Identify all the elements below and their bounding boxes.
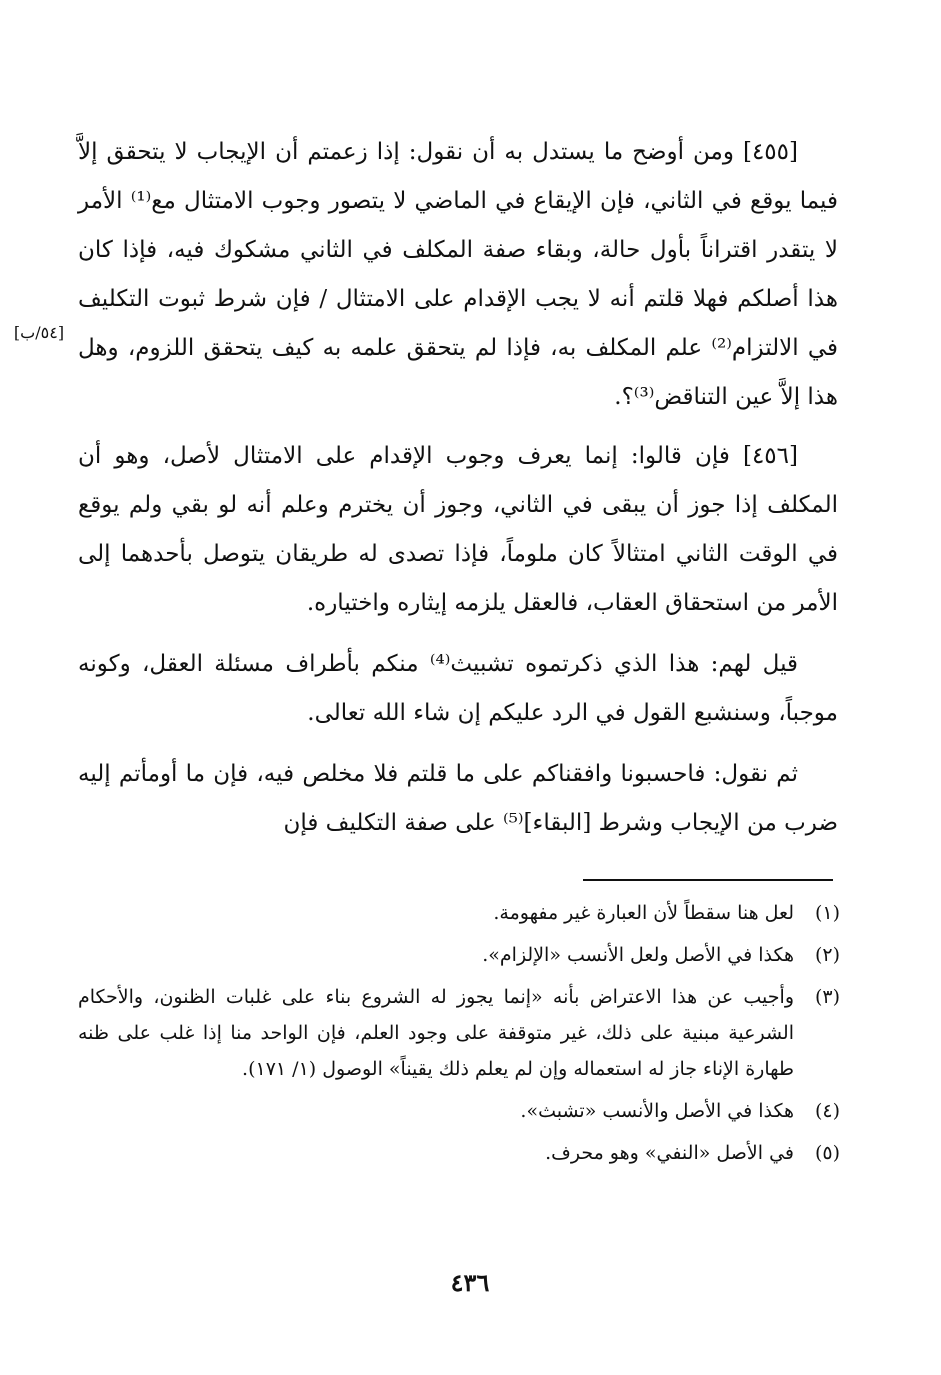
footnote-text: في الأصل «النفي» وهو محرف. (545, 1142, 794, 1164)
paragraph-reply: قيل لهم: هذا الذي ذكرتموه تشبيث⁽⁴⁾ منكم بأطراف مسئلة العقل، وكونه موجباً، وسنشبع القول في الرد عليكم إن شاء الله تعالى. (78, 651, 838, 726)
footnote-divider (583, 879, 833, 881)
footnote-number: (١) (814, 902, 840, 924)
footnote-text: هكذا في الأصل والأنسب «تشبث». (520, 1100, 794, 1122)
paragraph-455: [٤٥٥] ومن أوضح ما يستدل به أن نقول: إذا زعمتم أن الإيجاب لا يتحقق إلاَّ فيما يوقع في الثاني، فإن الإيقاع في الماضي لا يتصور وجوب الامتثال مع⁽¹⁾ الأمر لا يتقدر اقتراناً بأول حالة، وبقاء صفة المكلف في الثاني مشكوك فيه، فإذا كان هذا أصلكم فهلا قلتم أنه لا يجب الإقدام على الامتثال / فإن شرط ثبوت التكليف في الالتزام⁽²⁾ علم المكلف به، فإذا لم يتحقق علمه به كيف يتحقق اللزوم، وهل هذا إلاَّ عين التناقض⁽³⁾؟. (78, 139, 838, 410)
footnote-number: (٢) (814, 944, 840, 966)
footnote-number: (٣) (814, 986, 840, 1008)
footnote-number: (٥) (814, 1142, 840, 1164)
page-number: ٤٣٦ (450, 1268, 490, 1297)
footnote-text: لعل هنا سقطاً لأن العبارة غير مفهومة. (493, 902, 794, 924)
footnote-text: وأجيب عن هذا الاعتراض بأنه «إنما يجوز له الشروع بناء على غلبات الظنون، والأحكام الشرعية مبنية على ذلك، غير متوقفة على وجود العلم، فإن الواحد منا إذا غلب على ظنه طهارة الإناء جاز له استعماله وإن لم يعلم ذلك يقيناً» الوصول (١/ ١٧١). (78, 986, 794, 1080)
footnote (78, 1135, 840, 1171)
footnote (78, 895, 840, 931)
paragraph-continuation: ثم نقول: فاحسبونا وافقناكم على ما قلتم فلا مخلص فيه، فإن ما أومأتم إليه ضرب من الإيجاب وشرط [البقاء]⁽⁵⁾ على صفة التكليف فإن (78, 761, 838, 836)
main-text (78, 128, 838, 860)
footnote-text: هكذا في الأصل ولعل الأنسب «الإلزام». (482, 944, 794, 966)
footnotes (78, 895, 840, 1177)
footnote (78, 937, 840, 973)
footnote (78, 1093, 840, 1129)
footnote (78, 979, 840, 1087)
paragraph-456: [٤٥٦] فإن قالوا: إنما يعرف وجوب الإقدام على الامتثال لأصل، وهو أن المكلف إذا جوز أن يبقى في الثاني، وجوز أن يخترم وعلم أنه لو بقي ولم يوقع في الوقت الثاني امتثالاً كان ملوماً، فإذا تصدى له طريقان يتوصل بأحدهما إلى الأمر من استحقاق العقاب، فالعقل يلزمه إيثاره واختياره. (78, 443, 838, 616)
footnote-number: (٤) (814, 1100, 840, 1122)
margin-folio-reference: [٥٤/ب] (13, 323, 65, 342)
